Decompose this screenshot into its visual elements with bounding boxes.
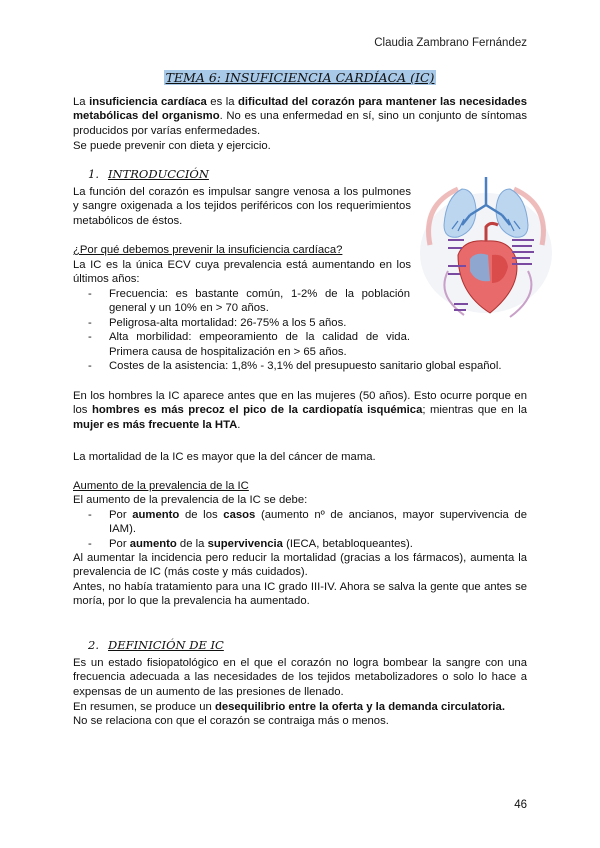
list-item: - Por aumento de los casos (aumento nº de ancianos, mayor supervivencia de IAM). (88, 508, 527, 537)
mortality-paragraph: La mortalidad de la IC es mayor que la del cáncer de mama. (73, 451, 376, 463)
page-number: 46 (514, 799, 527, 811)
page-title: TEMA 6: INSUFICIENCIA CARDÍACA (IC) (165, 70, 435, 85)
incidence-paragraph: Al aumentar la incidencia pero reducir la mortalidad (gracias a los fármacos), aumenta la prevalencia de IC (más coste y más cuidados). (73, 552, 527, 579)
heart-lungs-diagram (418, 175, 554, 325)
why-prevent-list (88, 287, 502, 373)
list-item: - Frecuencia: es bastante común, 1-2% de la población general y un 10% en > 70 años. (88, 287, 410, 316)
contraction-paragraph: No se relaciona con que el corazón se contraiga más o menos. (73, 715, 389, 727)
prevalence-heading: Aumento de la prevalencia de la IC (73, 480, 249, 492)
list-item: - Alta morbilidad: empeoramiento de la calidad de vida. Primera causa de hospitalización en > 65 años. (88, 330, 410, 359)
section2-heading: 2. DEFINICIÓN DE IC (88, 638, 224, 652)
summary-paragraph: En resumen, se produce un desequilibrio entre la oferta y la demanda circulatoria. (73, 701, 505, 713)
definition-paragraph: Es un estado fisiopatológico en el que el corazón no logra bombear la sangre con una frecuencia adecuada a las necesidades de los tejidos metabolizadores o solo lo hace a expensas de un aumento de las presiones de llenado. (73, 657, 527, 698)
heart-lungs-illustration (418, 175, 554, 325)
prevalence-paragraph: El aumento de la prevalencia de la IC se debe: (73, 494, 308, 506)
list-item: - Peligrosa-alta mortalidad: 26-75% a los 5 años. (88, 316, 410, 330)
why-prevent-paragraph: La IC es la única ECV cuya prevalencia está aumentando en los últimos años: (73, 259, 411, 286)
page-title-wrap (0, 71, 600, 86)
list-item: - Por aumento de la supervivencia (IECA, betabloqueantes). (88, 537, 527, 551)
section1-heading: 1. INTRODUCCIÓN (88, 167, 209, 181)
section1-function-paragraph: La función del corazón es impulsar sangre venosa a los pulmones y sangre oxigenada a los tejidos periféricos con los requerimientos metabólicos de éstos. (73, 186, 411, 227)
list-item: - Costes de la asistencia: 1,8% - 3,1% del presupuesto sanitario global español. (88, 359, 548, 373)
page-author: Claudia Zambrano Fernández (374, 37, 527, 49)
intro-prevention: Se puede prevenir con dieta y ejercicio. (73, 140, 271, 152)
intro-paragraph: La insuficiencia cardíaca es la dificultad del corazón para mantener las necesidades metabólicas del organismo. No es una enfermedad en sí, sino un conjunto de síntomas producidos por varías enfermedades. (73, 96, 527, 137)
why-prevent-heading: ¿Por qué debemos prevenir la insuficiencia cardíaca? (73, 244, 343, 256)
before-treatment-paragraph: Antes, no había tratamiento para una IC grado III-IV. Ahora se salva la gente que antes se moría, por lo que la prevalencia ha aumentado. (73, 581, 527, 608)
prevalence-list (88, 508, 527, 551)
men-women-paragraph: En los hombres la IC aparece antes que en las mujeres (50 años). Esto ocurre porque en los hombres es más precoz el pico de la cardiopatía isquémica; mientras que en la mujer es más frecuente la HTA. (73, 390, 527, 431)
